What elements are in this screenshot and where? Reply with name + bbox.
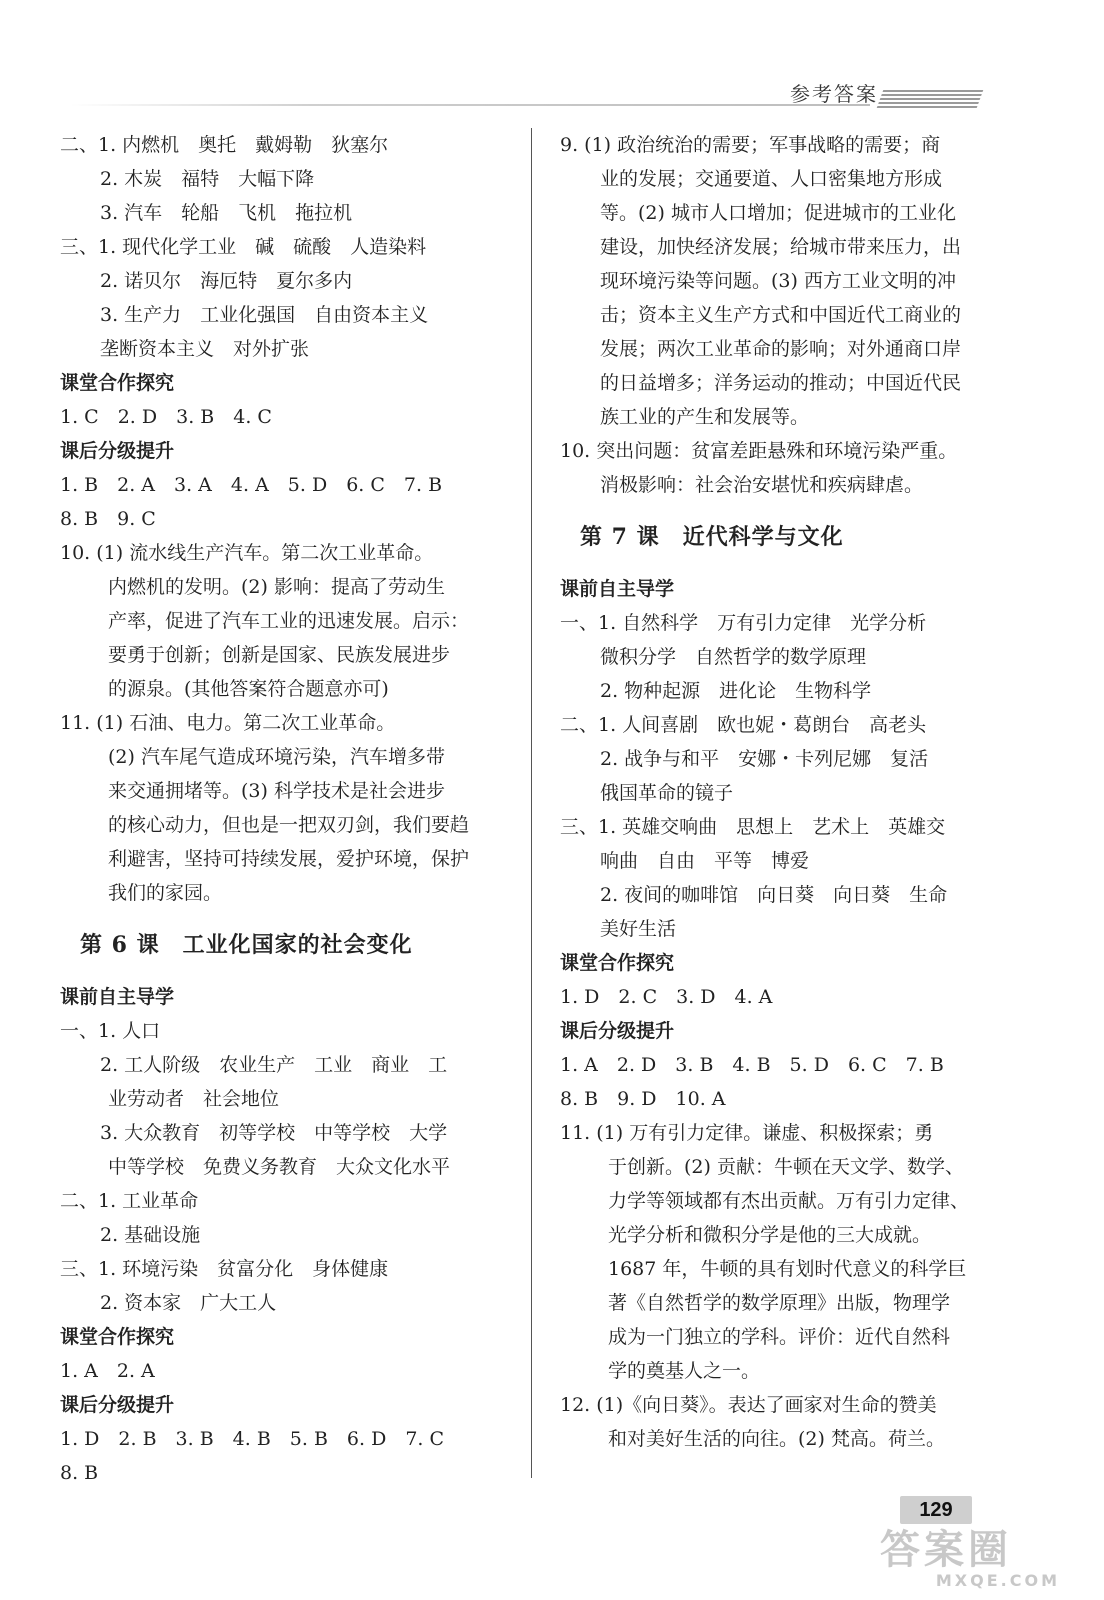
section-heading: 课堂合作探究	[560, 952, 675, 974]
answer-line: 1. B 2. A 3. A 4. A 5. D 6. C 7. B	[60, 474, 443, 496]
answer-line: 1. A 2. D 3. B 4. B 5. D 6. C 7. B	[560, 1054, 944, 1076]
answer-line: 三、1. 英雄交响曲 思想上 艺术上 英雄交	[560, 816, 946, 838]
section-heading: 课堂合作探究	[60, 1326, 175, 1348]
answer-line: 1. A 2. A	[60, 1360, 155, 1382]
answer-line: 3. 汽车 轮船 飞机 拖拉机	[100, 202, 353, 224]
answer-line: 10. (1) 流水线生产汽车。第二次工业革命。	[60, 542, 434, 564]
answer-line: 击；资本主义生产方式和中国近代工商业的	[600, 304, 962, 326]
answer-line: 10. 突出问题：贫富差距悬殊和环境污染严重。	[560, 440, 958, 462]
answer-line: 成为一门独立的学科。评价：近代自然科	[608, 1326, 951, 1348]
answer-line: 2. 木炭 福特 大幅下降	[100, 168, 315, 190]
answer-line: 来交通拥堵等。(3) 科学技术是社会进步	[108, 780, 445, 802]
answer-line: 2. 资本家 广大工人	[100, 1292, 277, 1314]
answer-line: 的源泉。(其他答案符合题意亦可)	[108, 678, 389, 700]
answer-line: 8. B	[60, 1462, 99, 1484]
answer-line: 建设，加快经济发展；给城市带来压力，出	[600, 236, 962, 258]
answer-line: 一、1. 人口	[60, 1020, 161, 1042]
answer-line: 力学等领域都有杰出贡献。万有引力定律、	[608, 1190, 970, 1212]
answer-line: 11. (1) 石油、电力。第二次工业革命。	[60, 712, 396, 734]
section-heading: 课前自主导学	[60, 986, 175, 1008]
header-rule	[70, 104, 870, 106]
answer-line: 9. (1) 政治统治的需要；军事战略的需要；商	[560, 134, 941, 156]
answer-line: 3. 大众教育 初等学校 中等学校 大学	[100, 1122, 448, 1144]
answer-line: 1687 年，牛顿的具有划时代意义的科学巨	[608, 1258, 967, 1280]
answer-line: 垄断资本主义 对外扩张	[100, 338, 310, 360]
section-heading: 课堂合作探究	[60, 372, 175, 394]
header-decoration	[877, 90, 984, 108]
page-number: 129	[919, 1499, 953, 1521]
answer-line: 二、1. 工业革命	[60, 1190, 199, 1212]
watermark-main: 答案圈	[880, 1527, 1012, 1573]
answer-line: 业劳动者 社会地位	[108, 1088, 280, 1110]
lesson-title: 第 7 课 近代科学与文化	[580, 524, 844, 550]
section-heading: 课后分级提升	[560, 1020, 675, 1042]
answer-line: 2. 诺贝尔 海厄特 夏尔多内	[100, 270, 353, 292]
section-heading: 课后分级提升	[60, 440, 175, 462]
lesson-title: 第 6 课 工业化国家的社会变化	[80, 932, 413, 958]
answer-line: 1. D 2. B 3. B 4. B 5. B 6. D 7. C	[60, 1428, 445, 1450]
answer-line: 消极影响：社会治安堪忧和疾病肆虐。	[600, 474, 924, 496]
answer-line: 的日益增多；洋务运动的推动；中国近代民	[600, 372, 962, 394]
answer-line: 族工业的产生和发展等。	[600, 406, 810, 428]
answer-line: 发展；两次工业革命的影响；对外通商口岸	[600, 338, 962, 360]
answer-line: 的核心动力，但也是一把双刃剑，我们要趋	[108, 814, 470, 836]
answer-line: 利避害，坚持可持续发展，爱护环境，保护	[108, 848, 470, 870]
answer-line: 内燃机的发明。(2) 影响：提高了劳动生	[108, 576, 445, 598]
answer-line: 业的发展；交通要道、人口密集地方形成	[600, 168, 943, 190]
header-label: 参考答案	[790, 82, 878, 106]
column-divider	[531, 128, 532, 1478]
answer-line: 2. 物种起源 进化论 生物科学	[600, 680, 872, 702]
answer-line: 等。(2) 城市人口增加；促进城市的工业化	[600, 202, 956, 224]
answer-line: 俄国革命的镜子	[600, 782, 734, 804]
answer-line: (2) 汽车尾气造成环境污染，汽车增多带	[108, 746, 445, 768]
answer-line: 二、1. 内燃机 奥托 戴姆勒 狄塞尔	[60, 134, 389, 156]
answer-line: 11. (1) 万有引力定律。谦虚、积极探索；勇	[560, 1122, 934, 1144]
answer-line: 现环境污染等问题。(3) 西方工业文明的冲	[600, 270, 956, 292]
answer-line: 中等学校 免费义务教育 大众文化水平	[108, 1156, 451, 1178]
left-column	[60, 128, 510, 1490]
watermark-site: MXQE.COM	[935, 1571, 1060, 1590]
answer-line: 3. 生产力 工业化强国 自由资本主义	[100, 304, 429, 326]
answer-line: 二、1. 人间喜剧 欧也妮・葛朗台 高老头	[560, 714, 927, 736]
answer-line: 12. (1)《向日葵》。表达了画家对生命的赞美	[560, 1394, 937, 1416]
answer-line: 美好生活	[600, 918, 677, 940]
answer-line: 于创新。(2) 贡献：牛顿在天文学、数学、	[608, 1156, 964, 1178]
answer-line: 2. 基础设施	[100, 1224, 201, 1246]
answer-line: 我们的家园。	[108, 882, 223, 904]
answer-line: 2. 战争与和平 安娜・卡列尼娜 复活	[600, 748, 929, 770]
section-heading: 课后分级提升	[60, 1394, 175, 1416]
watermark-logo	[880, 1528, 1080, 1592]
right-column	[560, 128, 1020, 1456]
answer-line: 8. B 9. C	[60, 508, 156, 530]
answer-line: 1. D 2. C 3. D 4. A	[560, 986, 773, 1008]
section-heading: 课前自主导学	[560, 578, 675, 600]
answer-line: 三、1. 环境污染 贫富分化 身体健康	[60, 1258, 389, 1280]
answer-line: 产率，促进了汽车工业的迅速发展。启示：	[108, 610, 470, 632]
answer-line: 2. 夜间的咖啡馆 向日葵 向日葵 生命	[600, 884, 948, 906]
answer-line: 一、1. 自然科学 万有引力定律 光学分析	[560, 612, 927, 634]
answer-line: 和对美好生活的向往。(2) 梵高。荷兰。	[608, 1428, 945, 1450]
answer-line: 光学分析和微积分学是他的三大成就。	[608, 1224, 932, 1246]
answer-line: 三、1. 现代化学工业 碱 硫酸 人造染料	[60, 236, 427, 258]
answer-line: 响曲 自由 平等 博爱	[600, 850, 810, 872]
answer-line: 要勇于创新；创新是国家、民族发展进步	[108, 644, 451, 666]
answer-line: 微积分学 自然哲学的数学原理	[600, 646, 867, 668]
answer-line: 8. B 9. D 10. A	[560, 1088, 726, 1110]
answer-line: 2. 工人阶级 农业生产 工业 商业 工	[100, 1054, 448, 1076]
answer-line: 1. C 2. D 3. B 4. C	[60, 406, 272, 428]
answer-line: 著《自然哲学的数学原理》出版，物理学	[608, 1292, 951, 1314]
answer-line: 学的奠基人之一。	[608, 1360, 761, 1382]
